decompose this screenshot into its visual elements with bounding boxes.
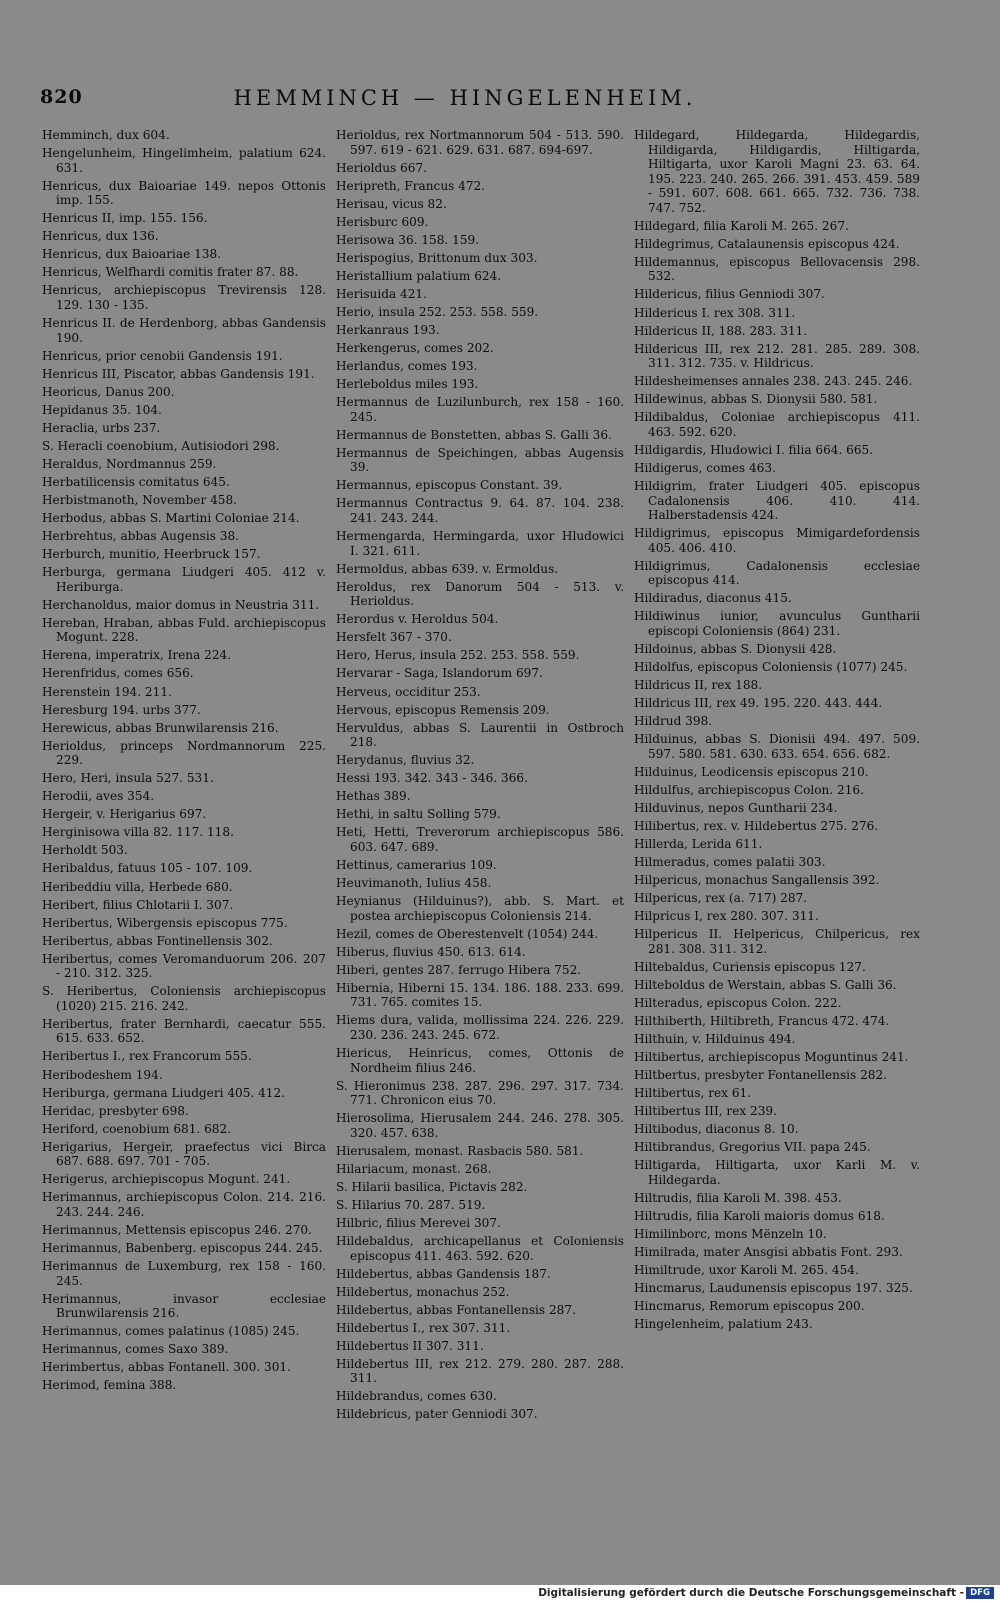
index-entry: Hildrud 398.	[634, 714, 713, 729]
index-entry: Hildigrimus, episcopus Mimigardefordensis 405. 406. 410.	[634, 526, 920, 555]
index-entry: Herbatilicensis comitatus 645.	[42, 474, 230, 489]
digitization-footer	[0, 1585, 1000, 1602]
index-entry: Herigarius, Hergeir, praefectus vici Birca 687. 688. 697. 701 - 705.	[42, 1139, 326, 1169]
index-entry: Hiltrudis, filia Karoli maioris domus 618.	[634, 1208, 885, 1223]
index-entry: Henricus II. de Herdenborg, abbas Gandensis 190.	[42, 316, 326, 345]
index-entry: Hibernia, Hiberni 15. 134. 186. 188. 233. 699. 731. 765. comites 15.	[336, 980, 624, 1010]
index-entry: Herbistmanoth, November 458.	[42, 492, 238, 507]
index-entry: Hincmarus, Laudunensis episcopus 197. 325.	[634, 1281, 913, 1296]
index-entry: Herbrehtus, abbas Augensis 38.	[42, 529, 240, 544]
index-entry: Henricus, dux Baioariae 149. nepos Ottonis imp. 155.	[42, 178, 326, 208]
index-entry: Heridac, presbyter 698.	[42, 1103, 189, 1118]
index-entry: Hiltibertus, archiepiscopus Moguntinus 241.	[634, 1050, 909, 1065]
index-entry: Henricus II, imp. 155. 156.	[42, 211, 208, 226]
index-entry: Hilduinus, Leodicensis episcopus 210.	[634, 764, 869, 779]
index-entry: Hiltrudis, filia Karoli M. 398. 453.	[634, 1190, 842, 1205]
index-entry: Hemminch, dux 604.	[42, 128, 170, 142]
index-entry: Hermoldus, abbas 639. v. Ermoldus.	[336, 561, 559, 576]
index-entry: Hiericus, Heinricus, comes, Ottonis de Nordheim filius 246.	[336, 1045, 624, 1075]
index-entry: Hildigrim, frater Liudgeri 405. episcopus Cadalonensis 406. 410. 414. Halberstadensis 424.	[634, 478, 920, 523]
page-header	[40, 86, 970, 116]
index-entry: Hervarar - Saga, Islandorum 697.	[336, 666, 543, 681]
index-entry: Herholdt 503.	[42, 843, 128, 858]
index-entry: Heribeddiu villa, Herbede 680.	[42, 879, 233, 894]
index-entry: Hilibertus, rex. v. Hildebertus 275. 276.	[634, 818, 879, 833]
index-entry: Hiltebaldus, Curiensis episcopus 127.	[634, 959, 866, 974]
index-entry: Hervous, episcopus Remensis 209.	[336, 702, 550, 717]
index-entry: Heribertus, abbas Fontinellensis 302.	[42, 933, 273, 948]
index-column-right	[634, 128, 920, 1335]
index-entry: Hiltibertus, rex 61.	[634, 1086, 752, 1101]
index-entry: Hildewinus, abbas S. Dionysii 580. 581.	[634, 392, 878, 407]
index-entry: Henricus, archiepiscopus Trevirensis 128. 129. 130 - 135.	[42, 283, 326, 312]
index-entry: Hildemannus, episcopus Bellovacensis 298. 532.	[634, 254, 920, 284]
index-entry: Hiltbertus, presbyter Fontanellensis 282.	[634, 1068, 888, 1083]
running-title: HEMMINCH — HINGELENHEIM.	[233, 86, 697, 110]
index-column-left	[42, 128, 326, 1396]
index-entry: Hermannus de Bonstetten, abbas S. Galli 36.	[336, 427, 612, 442]
index-entry: Hildoinus, abbas S. Dionysii 428.	[634, 641, 837, 656]
index-entry: Herenfridus, comes 656.	[42, 666, 194, 681]
index-entry: Herkanraus 193.	[336, 323, 440, 338]
page-number: 820	[40, 86, 83, 108]
index-entry: Hildebaldus, archicapellanus et Coloniensis episcopus 411. 463. 592. 620.	[336, 1234, 624, 1263]
index-entry: Himilinborc, mons Mënzeln 10.	[634, 1227, 827, 1241]
index-entry: Heynianus (Hilduinus?), abb. S. Mart. et postea archiepiscopus Coloniensis 214.	[336, 894, 624, 923]
index-entry: Herioldus, rex Nortmannorum 504 - 513. 590. 597. 619 - 621. 629. 631. 687. 694-697.	[336, 128, 624, 157]
index-entry: Hepidanus 35. 104.	[42, 402, 162, 417]
index-entry: Heripreth, Francus 472.	[336, 178, 486, 193]
index-entry: Herimannus, Mettensis episcopus 246. 270.	[42, 1222, 312, 1237]
index-entry: Henricus III, Piscator, abbas Gandensis 191.	[42, 366, 315, 381]
index-entry: Hierosolima, Hierusalem 244. 246. 278. 305. 320. 457. 638.	[336, 1111, 624, 1140]
index-entry: Hildegrimus, Catalaunensis episcopus 424.	[634, 236, 900, 251]
index-entry: Hildebertus III, rex 212. 279. 280. 287. 288. 311.	[336, 1356, 624, 1386]
index-entry: Hersfelt 367 - 370.	[336, 630, 452, 645]
index-entry: S. Hilarii basilica, Pictavis 282.	[336, 1179, 528, 1194]
index-entry: Heriford, coenobium 681. 682.	[42, 1121, 232, 1136]
index-entry: Heribaldus, fatuus 105 - 107. 109.	[42, 861, 253, 876]
index-entry: S. Heracli coenobium, Autisiodori 298.	[42, 438, 280, 453]
index-entry: Hilteradus, episcopus Colon. 222.	[634, 995, 842, 1010]
index-entry: Hiltibrandus, Gregorius VII. papa 245.	[634, 1140, 871, 1155]
index-entry: Hildegard, Hildegarda, Hildegardis, Hildigarda, Hildigardis, Hiltigarda, Hiltigarta, uxor Karoli Magni 23. 63. 64. 195. 223. 240. 265. 266. 391. 453. 459. 589 - 591. 607. 608. 661. 665. 732. 736. 738. 747. 752.	[634, 128, 920, 215]
index-entry: S. Heribertus, Coloniensis archiepiscopus (1020) 215. 216. 242.	[42, 984, 326, 1013]
index-entry: Hildebertus, monachus 252.	[336, 1284, 510, 1299]
index-entry: Herisau, vicus 82.	[336, 196, 447, 211]
index-entry: Herisowa 36. 158. 159.	[336, 232, 480, 247]
index-entry: Hiltigarda, Hiltigarta, uxor Karli M. v. Hildegarda.	[634, 1158, 920, 1187]
index-entry: Hildebertus I., rex 307. 311.	[336, 1320, 511, 1335]
index-entry: Hilpericus, rex (a. 717) 287.	[634, 891, 808, 906]
index-entry: Hezil, comes de Oberestenvelt (1054) 244.	[336, 926, 599, 941]
index-entry: Hereban, Hraban, abbas Fuld. archiepiscopus Mogunt. 228.	[42, 615, 326, 645]
index-entry: Hildiwinus iunior, avunculus Guntharii episcopi Coloniensis (864) 231.	[634, 609, 920, 638]
index-entry: Hergeir, v. Herigarius 697.	[42, 807, 207, 822]
index-entry: Hilpericus II. Helpericus, Chilpericus, rex 281. 308. 311. 312.	[634, 927, 920, 956]
index-entry: Herisburc 609.	[336, 214, 429, 229]
index-entry: Hildulfus, archiepiscopus Colon. 216.	[634, 782, 864, 797]
index-entry: Herveus, occiditur 253.	[336, 684, 481, 699]
index-entry: Heraldus, Nordmannus 259.	[42, 456, 217, 471]
index-entry: S. Hieronimus 238. 287. 296. 297. 317. 734. 771. Chronicon eius 70.	[336, 1078, 624, 1108]
index-entry: Herioldus 667.	[336, 160, 428, 175]
index-entry: Hildericus, filius Genniodi 307.	[634, 287, 825, 302]
index-entry: Hildebertus II 307. 311.	[336, 1338, 484, 1353]
index-entry: Heribertus I., rex Francorum 555.	[42, 1049, 252, 1064]
index-entry: Hiberus, fluvius 450. 613. 614.	[336, 944, 526, 959]
index-entry: Herkengerus, comes 202.	[336, 341, 494, 356]
index-entry: Hilpricus I, rex 280. 307. 311.	[634, 909, 819, 924]
index-entry: Henricus, dux Baioariae 138.	[42, 247, 222, 262]
index-entry: Hethas 389.	[336, 789, 411, 804]
index-entry: Heriburga, germana Liudgeri 405. 412.	[42, 1085, 286, 1100]
index-entry: Himilrada, mater Ansgisi abbatis Font. 293.	[634, 1245, 903, 1260]
index-entry: Herimannus de Luxemburg, rex 158 - 160. 245.	[42, 1259, 326, 1288]
index-entry: Herimannus, comes Saxo 389.	[42, 1342, 229, 1357]
index-entry: Herimannus, archiepiscopus Colon. 214. 216. 243. 244. 246.	[42, 1190, 326, 1219]
index-entry: Hermannus Contractus 9. 64. 87. 104. 238. 241. 243. 244.	[336, 496, 624, 526]
index-entry: Heribodeshem 194.	[42, 1067, 163, 1082]
index-entry: Hilmeradus, comes palatii 303.	[634, 855, 826, 870]
index-entry: Herimannus, comes palatinus (1085) 245.	[42, 1324, 300, 1339]
index-entry: S. Hilarius 70. 287. 519.	[336, 1197, 486, 1212]
index-entry: Hero, Herus, insula 252. 253. 558. 559.	[336, 648, 580, 663]
index-entry: Hildebricus, pater Genniodi 307.	[336, 1407, 538, 1422]
index-entry: Hildricus II, rex 188.	[634, 678, 763, 693]
index-entry: Hildolfus, episcopus Coloniensis (1077) 245.	[634, 660, 908, 674]
index-entry: Himiltrude, uxor Karoli M. 265. 454.	[634, 1263, 859, 1278]
index-entry: Heraclia, urbs 237.	[42, 420, 161, 435]
index-entry: Herisuida 421.	[336, 286, 427, 301]
index-entry: Hermengarda, Hermingarda, uxor Hludowici I. 321. 611.	[336, 529, 624, 558]
dfg-logo: DFG	[966, 1587, 994, 1599]
index-entry: Heuvimanoth, Iulius 458.	[336, 876, 492, 891]
index-entry: Hildebrandus, comes 630.	[336, 1389, 497, 1404]
index-entry: Hildibaldus, Coloniae archiepiscopus 411. 463. 592. 620.	[634, 410, 920, 439]
index-entry: Heribertus, Wibergensis episcopus 775.	[42, 915, 288, 930]
index-entry: Herchanoldus, maior domus in Neustria 311.	[42, 597, 320, 612]
index-entry: Hengelunheim, Hingelimheim, palatium 624. 631.	[42, 146, 326, 175]
index-entry: Herlandus, comes 193.	[336, 359, 478, 374]
index-entry: Hermannus, episcopus Constant. 39.	[336, 478, 563, 493]
index-entry: Hiberi, gentes 287. ferrugo Hibera 752.	[336, 962, 582, 977]
index-entry: Hero, Heri, insula 527. 531.	[42, 771, 214, 786]
index-entry: Herewicus, abbas Brunwilarensis 216.	[42, 720, 279, 735]
index-entry: Herleboldus miles 193.	[336, 377, 479, 392]
index-entry: Herio, insula 252. 253. 558. 559.	[336, 304, 539, 319]
index-entry: Heribertus, frater Bernhardi, caecatur 555. 615. 633. 652.	[42, 1016, 326, 1046]
index-entry: Hiltibodus, diaconus 8. 10.	[634, 1122, 799, 1137]
index-entry: Hildigardis, Hludowici I. filia 664. 665.	[634, 442, 874, 457]
index-entry: Heoricus, Danus 200.	[42, 384, 175, 399]
index-entry: Heristallium palatium 624.	[336, 268, 502, 283]
index-entry: Hermannus de Speichingen, abbas Augensis 39.	[336, 445, 624, 475]
index-entry: Hincmarus, Remorum episcopus 200.	[634, 1299, 865, 1314]
index-entry: Hilpericus, monachus Sangallensis 392.	[634, 873, 880, 888]
index-entry: Herginisowa villa 82. 117. 118.	[42, 825, 234, 840]
index-entry: Heribert, filius Chlotarii I. 307.	[42, 897, 234, 912]
index-entry: Hettinus, camerarius 109.	[336, 857, 497, 872]
index-entry: Hermannus de Luzilunburch, rex 158 - 160. 245.	[336, 395, 624, 424]
index-entry: Herispogius, Brittonum dux 303.	[336, 250, 538, 265]
index-column-middle	[336, 128, 624, 1426]
index-entry: Herburga, germana Liudgeri 405. 412 v. Heriburga.	[42, 565, 326, 594]
index-entry: Herimannus, invasor ecclesiae Brunwilarensis 216.	[42, 1291, 326, 1321]
index-entry: Heti, Hetti, Treverorum archiepiscopus 586. 603. 647. 689.	[336, 825, 624, 854]
index-entry: Hildesheimenses annales 238. 243. 245. 246.	[634, 374, 913, 389]
index-entry: Herenstein 194. 211.	[42, 684, 172, 699]
index-entry: Hillerda, Lerida 611.	[634, 836, 763, 851]
index-entry: Hilduinus, abbas S. Dionisii 494. 497. 509. 597. 580. 581. 630. 633. 654. 656. 682.	[634, 732, 920, 761]
index-entry: Herordus v. Heroldus 504.	[336, 612, 499, 627]
index-entry: Hildericus I. rex 308. 311.	[634, 305, 796, 320]
index-entry: Herimannus, Babenberg. episcopus 244. 245.	[42, 1241, 323, 1255]
index-entry: Hilthuin, v. Hilduinus 494.	[634, 1031, 796, 1046]
index-entry: Henricus, prior cenobii Gandensis 191.	[42, 348, 283, 363]
index-entry: Hildiradus, diaconus 415.	[634, 591, 792, 606]
index-entry: Hingelenheim, palatium 243.	[634, 1317, 813, 1332]
index-entry: Henricus, dux 136.	[42, 229, 159, 244]
index-entry: Hildigerus, comes 463.	[634, 460, 776, 475]
index-entry: Hilariacum, monast. 268.	[336, 1161, 492, 1176]
index-entry: Heribertus, comes Veromanduorum 206. 207 - 210. 312. 325.	[42, 951, 326, 981]
index-entry: Heroldus, rex Danorum 504 - 513. v. Herioldus.	[336, 579, 624, 609]
index-entry: Herioldus, princeps Nordmannorum 225. 229.	[42, 738, 326, 768]
index-entry: Herena, imperatrix, Irena 224.	[42, 648, 232, 663]
index-entry: Hildericus II, 188. 283. 311.	[634, 323, 808, 338]
index-entry: Hildricus III, rex 49. 195. 220. 443. 444.	[634, 696, 883, 711]
index-entry: Hildebertus, abbas Gandensis 187.	[336, 1266, 551, 1281]
index-entry: Henricus, Welfhardi comitis frater 87. 88.	[42, 265, 299, 280]
index-entry: Herbodus, abbas S. Martini Coloniae 214.	[42, 511, 300, 526]
index-entry: Hildebertus, abbas Fontanellensis 287.	[336, 1302, 576, 1317]
index-entry: Hethi, in saltu Solling 579.	[336, 807, 501, 822]
index-entry: Herimod, femina 388.	[42, 1378, 177, 1393]
index-entry: Hilduvinus, nepos Guntharii 234.	[634, 800, 838, 815]
index-entry: Hildigrimus, Cadalonensis ecclesiae episcopus 414.	[634, 558, 920, 588]
index-entry: Hildegard, filia Karoli M. 265. 267.	[634, 218, 849, 233]
index-entry: Herigerus, archiepiscopus Mogunt. 241.	[42, 1172, 291, 1187]
index-entry: Hervuldus, abbas S. Laurentii in Ostbroch 218.	[336, 720, 624, 750]
index-entry: Herodii, aves 354.	[42, 789, 155, 804]
index-entry: Herburch, munitio, Heerbruck 157.	[42, 547, 261, 562]
index-entry: Herimbertus, abbas Fontanell. 300. 301.	[42, 1360, 291, 1375]
index-entry: Hiems dura, valida, mollissima 224. 226. 229. 230. 236. 243. 245. 672.	[336, 1013, 624, 1042]
index-entry: Hiltibertus III, rex 239.	[634, 1104, 777, 1119]
index-entry: Hilteboldus de Werstain, abbas S. Galli 36.	[634, 977, 897, 992]
index-entry: Hierusalem, monast. Rasbacis 580. 581.	[336, 1143, 584, 1158]
index-entry: Hilthiberth, Hiltibreth, Francus 472. 474.	[634, 1013, 890, 1028]
index-entry: Hilbric, filius Merevei 307.	[336, 1215, 501, 1230]
index-entry: Herydanus, fluvius 32.	[336, 753, 475, 768]
index-entry: Heresburg 194. urbs 377.	[42, 702, 201, 717]
index-entry: Hildericus III, rex 212. 281. 285. 289. 308. 311. 312. 735. v. Hildricus.	[634, 341, 920, 371]
funding-note: Digitalisierung gefördert durch die Deutsche Forschungsgemeinschaft -	[538, 1587, 964, 1599]
index-entry: Hessi 193. 342. 343 - 346. 366.	[336, 771, 528, 786]
